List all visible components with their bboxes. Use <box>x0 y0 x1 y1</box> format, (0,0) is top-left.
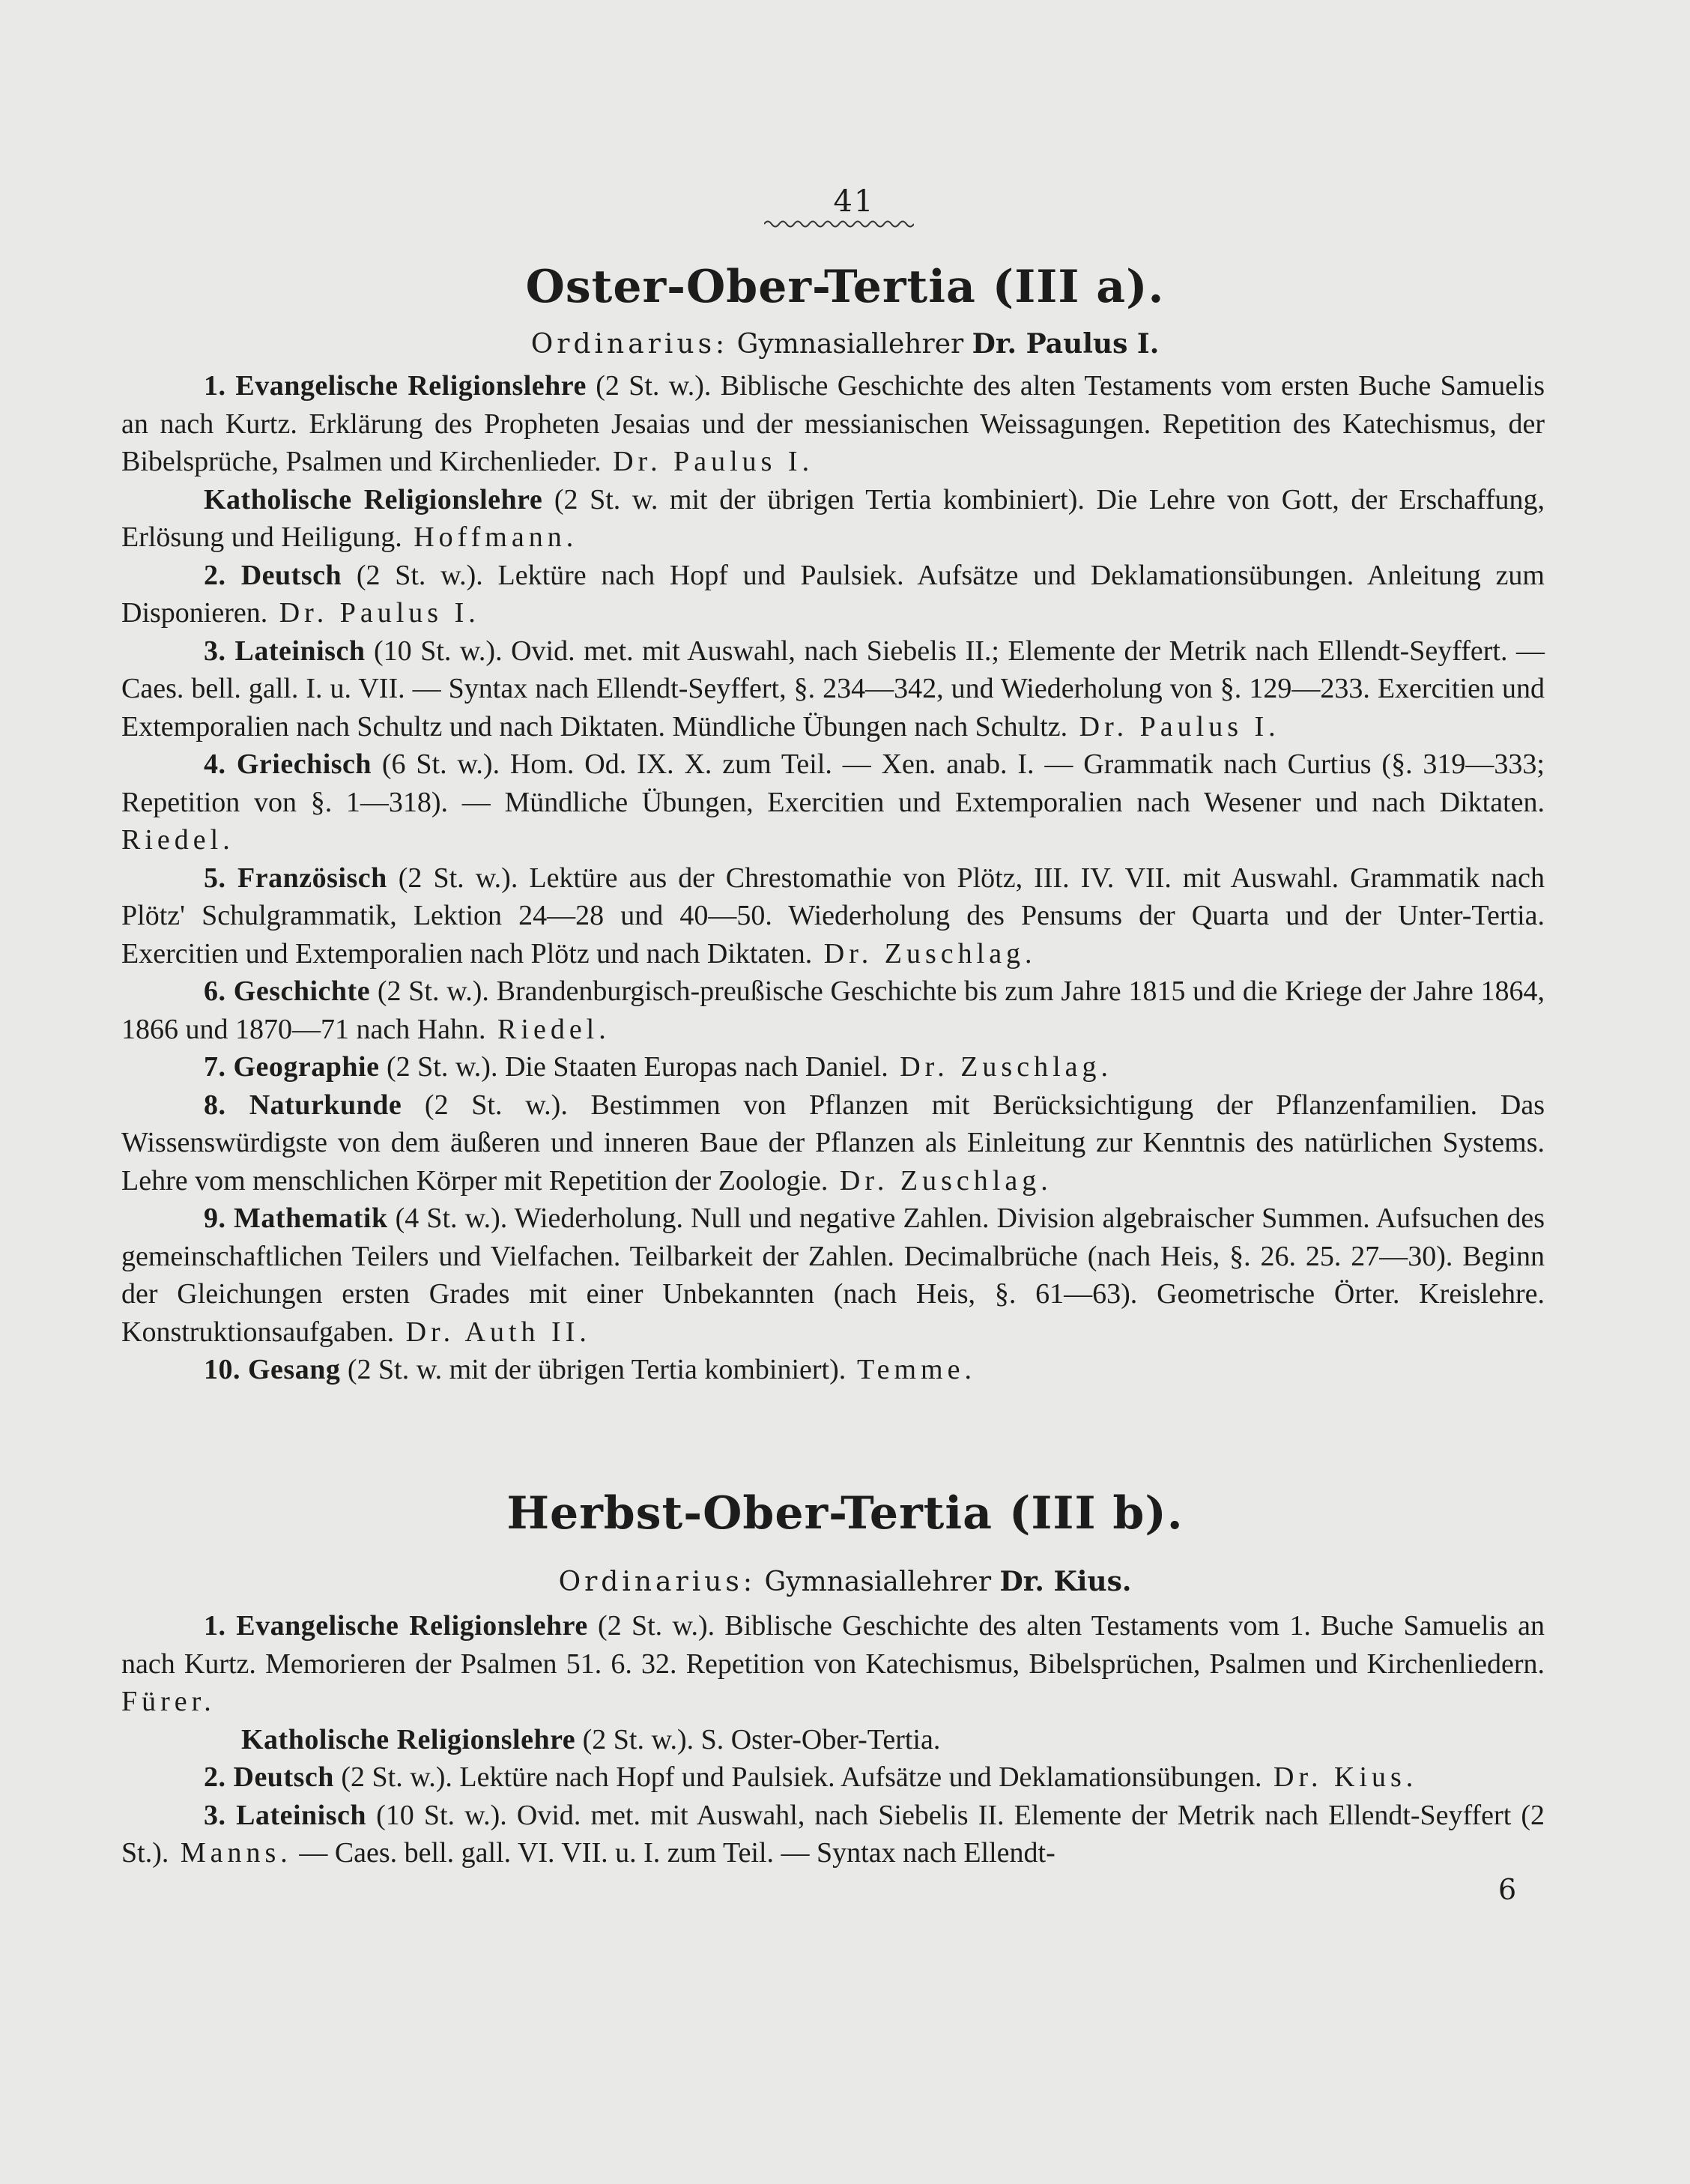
ordinarius-title: Gymnasiallehrer <box>764 1567 992 1597</box>
teacher-name: Riedel. <box>485 1013 611 1045</box>
section-a-body <box>121 367 1545 1389</box>
ordinarius-label: Ordinarius: <box>558 1567 757 1597</box>
section-title-a: Oster-Ober-Tertia (III a). <box>525 261 1165 313</box>
teacher-name: Fürer. <box>121 1686 216 1717</box>
subject-paragraph <box>121 1048 1545 1086</box>
subject-heading: 9. Mathematik <box>204 1203 388 1234</box>
subject-heading: 3. Lateinisch <box>204 1799 367 1831</box>
subject-heading: 8. Naturkunde <box>204 1089 402 1121</box>
subject-heading: 1. Evangelische Religionslehre <box>204 370 587 402</box>
ordinarius-label: Ordinarius: <box>530 329 729 360</box>
subject-heading: 1. Evangelische Religionslehre <box>204 1610 588 1642</box>
subject-heading: 10. Gesang <box>204 1354 341 1385</box>
section-b-body <box>121 1607 1545 1872</box>
subject-heading: 7. Geographie <box>204 1051 380 1083</box>
subject-text: (6 St. w.). Hom. Od. IX. X. zum Teil. — Xen. anab. I. — Grammatik nach Curtius (§. 319—333; Repetition von §. 1—318). — Mündliche Übungen, Exercitien und Extemporalien nach Wesener und nach Diktaten. <box>121 748 1545 818</box>
subject-text: (2 St. w. mit der übrigen Tertia kombiniert). Die Lehre von Gott, der Erschaffung, Erlösung und Heiligung. <box>121 483 1545 553</box>
subject-heading: Katholische Religionslehre <box>204 483 543 515</box>
teacher-name: Dr. Kius. <box>1262 1761 1418 1793</box>
teacher-name: Dr. Zuschlag. <box>888 1051 1113 1083</box>
teacher-name: Temme. <box>846 1354 976 1385</box>
teacher-name: Dr. Auth II. <box>394 1316 591 1348</box>
subject-heading: Katholische Religionslehre <box>241 1723 576 1755</box>
subject-heading: 2. Deutsch <box>204 559 342 591</box>
teacher-name: Dr. Paulus I. <box>601 446 814 477</box>
teacher-name: Manns. <box>169 1837 292 1869</box>
subject-text: (10 St. w.). Ovid. met. mit Auswahl, nach Siebelis II.; Elemente der Metrik nach Ellendt-Seyffert. — Caes. bell. gall. I. u. VII. — Syntax nach Ellendt-Seyffert, §. 234—342, und Wiederholung von §. 129—233. Exercitien und Extemporalien nach Schultz und nach Diktaten. Mündliche Übungen nach Schultz. <box>121 635 1545 742</box>
subject-paragraph <box>121 1607 1545 1721</box>
subject-text: (2 St. w.). Biblische Geschichte des alten Testaments vom 1. Buche Samuelis an nach Kurtz. Memorieren der Psalmen 51. 6. 32. Repetition von Katechismus, Bibelsprüchen, Psalmen und Kirchenliedern. <box>121 1610 1545 1680</box>
subject-heading: 2. Deutsch <box>204 1761 334 1793</box>
teacher-name: Dr. Zuschlag. <box>828 1164 1053 1197</box>
ordinarius-name: Dr. Paulus I. <box>972 328 1160 360</box>
teacher-name: Riedel. <box>121 824 234 856</box>
subject-paragraph <box>121 972 1545 1048</box>
subject-text: (2 St. w.). Lektüre nach Hopf und Paulsiek. Aufsätze und Deklamationsübungen. <box>333 1761 1262 1793</box>
subject-paragraph <box>121 557 1545 632</box>
subject-text: (4 St. w.). Wiederholung. Null und negative Zahlen. Division algebraischer Summen. Aufsuchen des gemeinschaftlichen Teilers und Vielfachen. Teilbarkeit der Zahlen. Decimalbrüche (nach Heis, §. 26. 25. 27—30). Beginn der Gleichungen ersten Grades mit einer Unbekannten (nach Heis, §. 61—63). Geometrische Örter. Kreislehre. Konstruktionsaufgaben. <box>121 1203 1545 1348</box>
subject-text: (2 St. w. mit der übrigen Tertia kombiniert). <box>340 1354 846 1385</box>
subject-paragraph <box>121 1721 1545 1759</box>
subject-heading: 6. Geschichte <box>204 975 371 1007</box>
subject-text: (2 St. w.). S. Oster-Ober-Tertia. <box>575 1723 941 1755</box>
subject-paragraph <box>121 745 1545 859</box>
subject-text: (2 St. w.). Bestimmen von Pflanzen mit Berücksichtigung der Pflanzenfamilien. Das Wissenswürdigste von dem äußeren und inneren Baue der Pflanzen als Einleitung zur Kenntnis des natürlichen Systems. Lehre vom menschlichen Körper mit Repetition der Zoologie. <box>121 1089 1545 1197</box>
page-number: 41 <box>833 184 875 219</box>
subject-text: (2 St. w.). Biblische Geschichte des alten Testaments vom ersten Buche Samuelis an nach Kurtz. Erklärung des Propheten Jesaias und der messianischen Weissagungen. Repetition des Katechismus, der Bibelsprüche, Psalmen und Kirchenlieder. <box>121 370 1545 477</box>
teacher-name: Dr. Zuschlag. <box>812 937 1037 970</box>
teacher-name: Hoffmann. <box>402 521 578 553</box>
subject-text: (10 St. w.). Ovid. met. mit Auswahl, nach Siebelis II. Elemente der Metrik nach Ellendt-Seyffert (2 St.). <box>121 1799 1545 1869</box>
subject-paragraph <box>121 1200 1545 1351</box>
subject-text: (2 St. w.). Brandenburgisch-preußische Geschichte bis zum Jahre 1815 und die Kriege der Jahre 1864, 1866 und 1870—71 nach Hahn. <box>121 975 1545 1045</box>
subject-paragraph <box>121 1758 1545 1797</box>
teacher-name: Dr. Paulus I. <box>1067 710 1280 742</box>
subject-heading: 3. Lateinisch <box>204 635 366 667</box>
subject-heading: 5. Französisch <box>204 862 387 894</box>
ordinarius-title: Gymnasiallehrer <box>736 329 964 360</box>
subject-text: (2 St. w.). Lektüre nach Hopf und Paulsiek. Aufsätze und Deklamationsübungen. Anleitung zum Disponieren. <box>121 559 1545 629</box>
subject-text: (2 St. w.). Lektüre aus der Chrestomathie von Plötz, III. IV. VII. mit Auswahl. Grammatik nach Plötz' Schulgrammatik, Lektion 24—28 und 40—50. Wiederholung des Pensums der Quarta und der Unter-Tertia. Exercitien und Extemporalien nach Plötz und nach Diktaten. <box>121 862 1545 970</box>
ordinarius-line-b <box>0 1566 1690 1597</box>
ordinarius-line-a <box>0 328 1690 360</box>
subject-paragraph <box>121 481 1545 557</box>
subject-paragraph <box>121 1351 1545 1389</box>
subject-heading: 4. Griechisch <box>204 748 372 780</box>
subject-paragraph <box>121 367 1545 481</box>
subject-paragraph <box>121 632 1545 746</box>
subject-paragraph <box>121 1086 1545 1200</box>
subject-paragraph <box>121 859 1545 973</box>
section-title-b: Herbst-Ober-Tertia (III b). <box>506 1487 1184 1540</box>
subject-text-continued: — Caes. bell. gall. VI. VII. u. I. zum Teil. — Syntax nach Ellendt- <box>291 1837 1056 1869</box>
wavy-rule-ornament <box>764 217 914 231</box>
signature-mark: 6 <box>1498 1873 1517 1906</box>
ordinarius-name: Dr. Kius. <box>999 1566 1132 1597</box>
teacher-name: Dr. Paulus I. <box>267 597 480 629</box>
subject-text: (2 St. w.). Die Staaten Europas nach Daniel. <box>379 1051 888 1083</box>
subject-paragraph <box>121 1797 1545 1872</box>
